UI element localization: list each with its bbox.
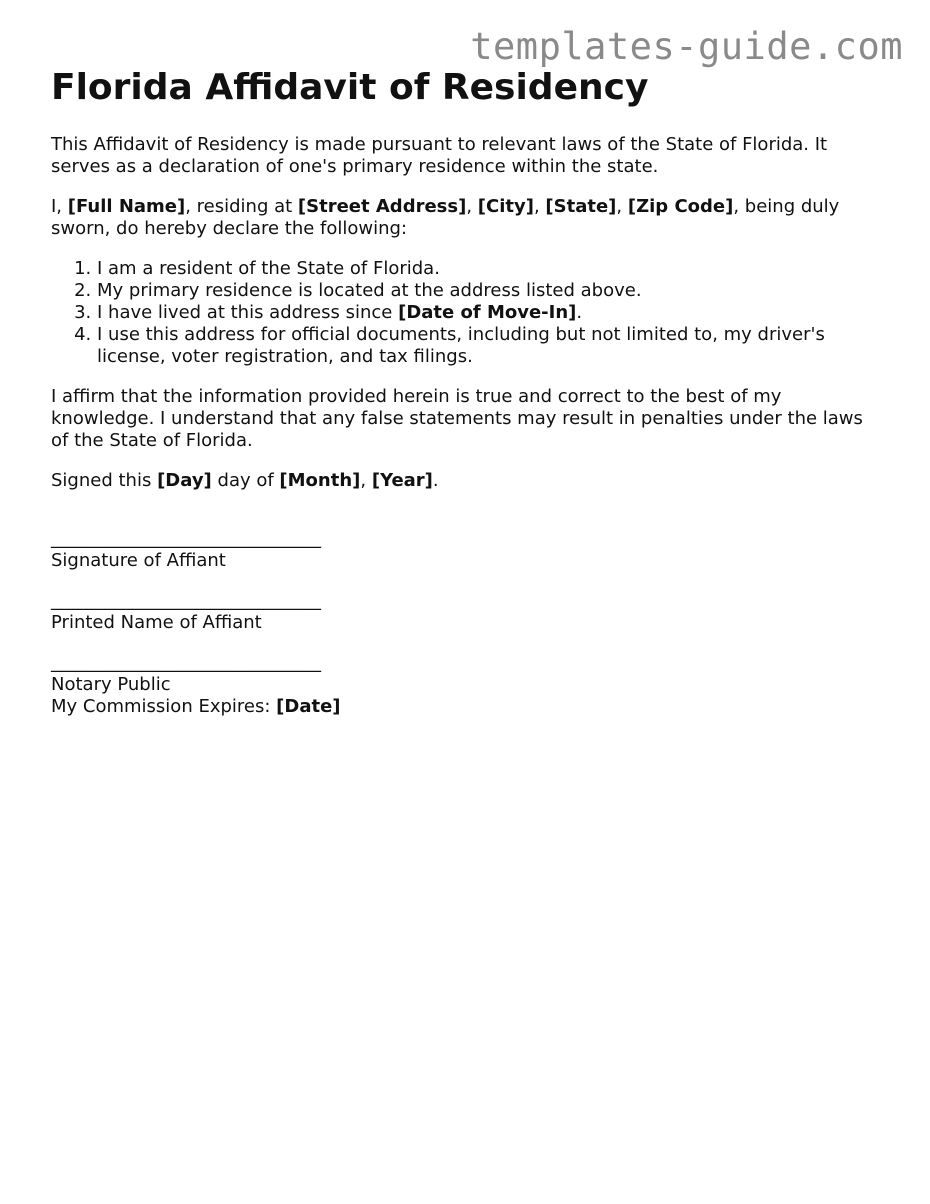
street-placeholder: [Street Address]	[297, 196, 467, 217]
separator: ,	[466, 196, 478, 217]
declaration-list	[51, 258, 881, 368]
declaration-suffix: , being duly sworn, do hereby declare the following:	[51, 196, 840, 239]
signed-day-of: day of	[211, 470, 280, 491]
notary-label: Notary Public	[51, 674, 171, 695]
list-item	[97, 302, 881, 324]
document-body	[51, 66, 881, 718]
list-item: 1. I am a resident of the State of Florida.	[97, 258, 881, 280]
state-placeholder: [State]	[545, 196, 617, 217]
signed-date-line	[51, 470, 881, 492]
separator: ,	[616, 196, 628, 217]
zip-placeholder: [Zip Code]	[627, 196, 734, 217]
city-placeholder: [City]	[477, 196, 534, 217]
move-in-date-placeholder: [Date of Move-In]	[398, 302, 577, 323]
affirmation-paragraph: I affirm that the information provided herein is true and correct to the best of my knowledge. I understand that any false statements may result in penalties under the laws of the State of Florida.	[51, 386, 863, 451]
item3-prefix: I have lived at this address since	[97, 302, 399, 323]
signed-suffix: .	[432, 470, 439, 491]
declaration-prefix: I,	[51, 196, 68, 217]
item3-suffix: .	[576, 302, 583, 323]
list-item: 2. My primary residence is located at the address listed above.	[97, 280, 881, 302]
day-placeholder: [Day]	[157, 470, 212, 491]
commission-date-placeholder: [Date]	[276, 696, 341, 717]
declaration-paragraph	[51, 196, 881, 240]
commission-label: My Commission Expires:	[51, 696, 277, 717]
intro-paragraph: This Affidavit of Residency is made pursuant to relevant laws of the State of Florida. It serves as a declaration of one's primary residence within the state.	[51, 134, 828, 177]
page-title: Florida Affidavit of Residency	[51, 67, 649, 108]
signed-prefix: Signed this	[51, 470, 158, 491]
separator: ,	[360, 470, 372, 491]
list-item: 4. I use this address for official documents, including but not limited to, my driver's license, voter registration, and tax filings.	[97, 324, 881, 368]
declaration-residing: , residing at	[185, 196, 298, 217]
printed-name-label: Printed Name of Affiant	[51, 612, 262, 633]
commission-expires	[51, 696, 881, 718]
notary-line[interactable]: ______________________________	[51, 652, 321, 673]
separator: ,	[533, 196, 546, 217]
signature-block	[51, 510, 881, 718]
year-placeholder: [Year]	[371, 470, 433, 491]
month-placeholder: [Month]	[279, 470, 361, 491]
signature-label: Signature of Affiant	[51, 550, 226, 571]
full-name-placeholder: [Full Name]	[67, 196, 186, 217]
printed-name-line[interactable]: ______________________________	[51, 590, 321, 611]
signature-line[interactable]: ______________________________	[51, 528, 321, 549]
watermark: templates-guide.com	[470, 25, 903, 68]
